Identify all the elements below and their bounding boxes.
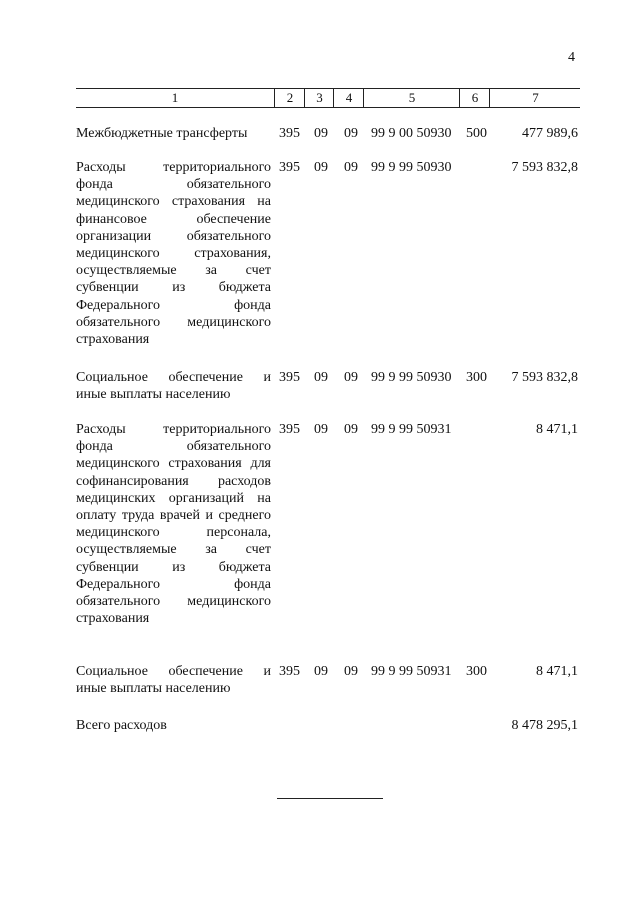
cell-subsection: 09	[344, 370, 358, 385]
page-number: 4	[568, 50, 575, 65]
row-description: Расходы территориального фонда обязательного медицинского страхования для софинансирования расходов медицинских организаций на оплату труда врачей и среднего медицинского персонала, осуществляемые за счет субвенции из бюджета Федерального фонда обязательного медицинского страхования	[76, 422, 271, 627]
cell-admin-code: 395	[279, 370, 300, 385]
cell-section: 09	[314, 126, 328, 141]
cell-amount: 7 593 832,8	[511, 160, 578, 175]
cell-expense-type: 300	[466, 664, 487, 679]
cell-expense-type: 500	[466, 126, 487, 141]
cell-section: 09	[314, 664, 328, 679]
cell-target-article: 99 9 99 50930	[371, 160, 452, 175]
cell-target-article: 99 9 00 50930	[371, 126, 452, 141]
cell-admin-code: 395	[279, 664, 300, 679]
cell-amount: 477 989,6	[522, 126, 578, 141]
cell-subsection: 09	[344, 664, 358, 679]
cell-amount: 7 593 832,8	[511, 370, 578, 385]
total-label: Всего расходов	[76, 718, 167, 733]
cell-amount: 8 471,1	[536, 422, 578, 437]
cell-section: 09	[314, 370, 328, 385]
cell-subsection: 09	[344, 126, 358, 141]
cell-expense-type: 300	[466, 370, 487, 385]
cell-subsection: 09	[344, 160, 358, 175]
cell-section: 09	[314, 422, 328, 437]
row-description: Расходы территориального фонда обязательного медицинского страхования на финансовое обеспечение организации обязательного медицинского страхования, осуществляемые за счет субвенции из бюджета Федерального фонда обязательного медицинского страхования	[76, 160, 271, 348]
cell-amount: 8 471,1	[536, 664, 578, 679]
header-col-2: 2	[274, 89, 305, 107]
closing-divider	[277, 798, 383, 799]
header-col-3: 3	[304, 89, 334, 107]
cell-admin-code: 395	[279, 126, 300, 141]
cell-subsection: 09	[344, 422, 358, 437]
cell-target-article: 99 9 99 50930	[371, 370, 452, 385]
header-col-4: 4	[333, 89, 364, 107]
table-header	[76, 88, 580, 108]
row-description: Социальное обеспечение и иные выплаты населению	[76, 370, 271, 403]
cell-admin-code: 395	[279, 422, 300, 437]
cell-target-article: 99 9 99 50931	[371, 664, 452, 679]
header-col-1: 1	[171, 90, 179, 105]
cell-admin-code: 395	[279, 160, 300, 175]
row-description: Межбюджетные трансферты	[76, 126, 248, 141]
header-col-5: 5	[363, 89, 460, 107]
header-col-6: 6	[459, 89, 490, 107]
header-col-7: 7	[489, 89, 581, 107]
total-amount: 8 478 295,1	[511, 718, 578, 733]
cell-section: 09	[314, 160, 328, 175]
cell-target-article: 99 9 99 50931	[371, 422, 452, 437]
row-description: Социальное обеспечение и иные выплаты населению	[76, 664, 271, 697]
